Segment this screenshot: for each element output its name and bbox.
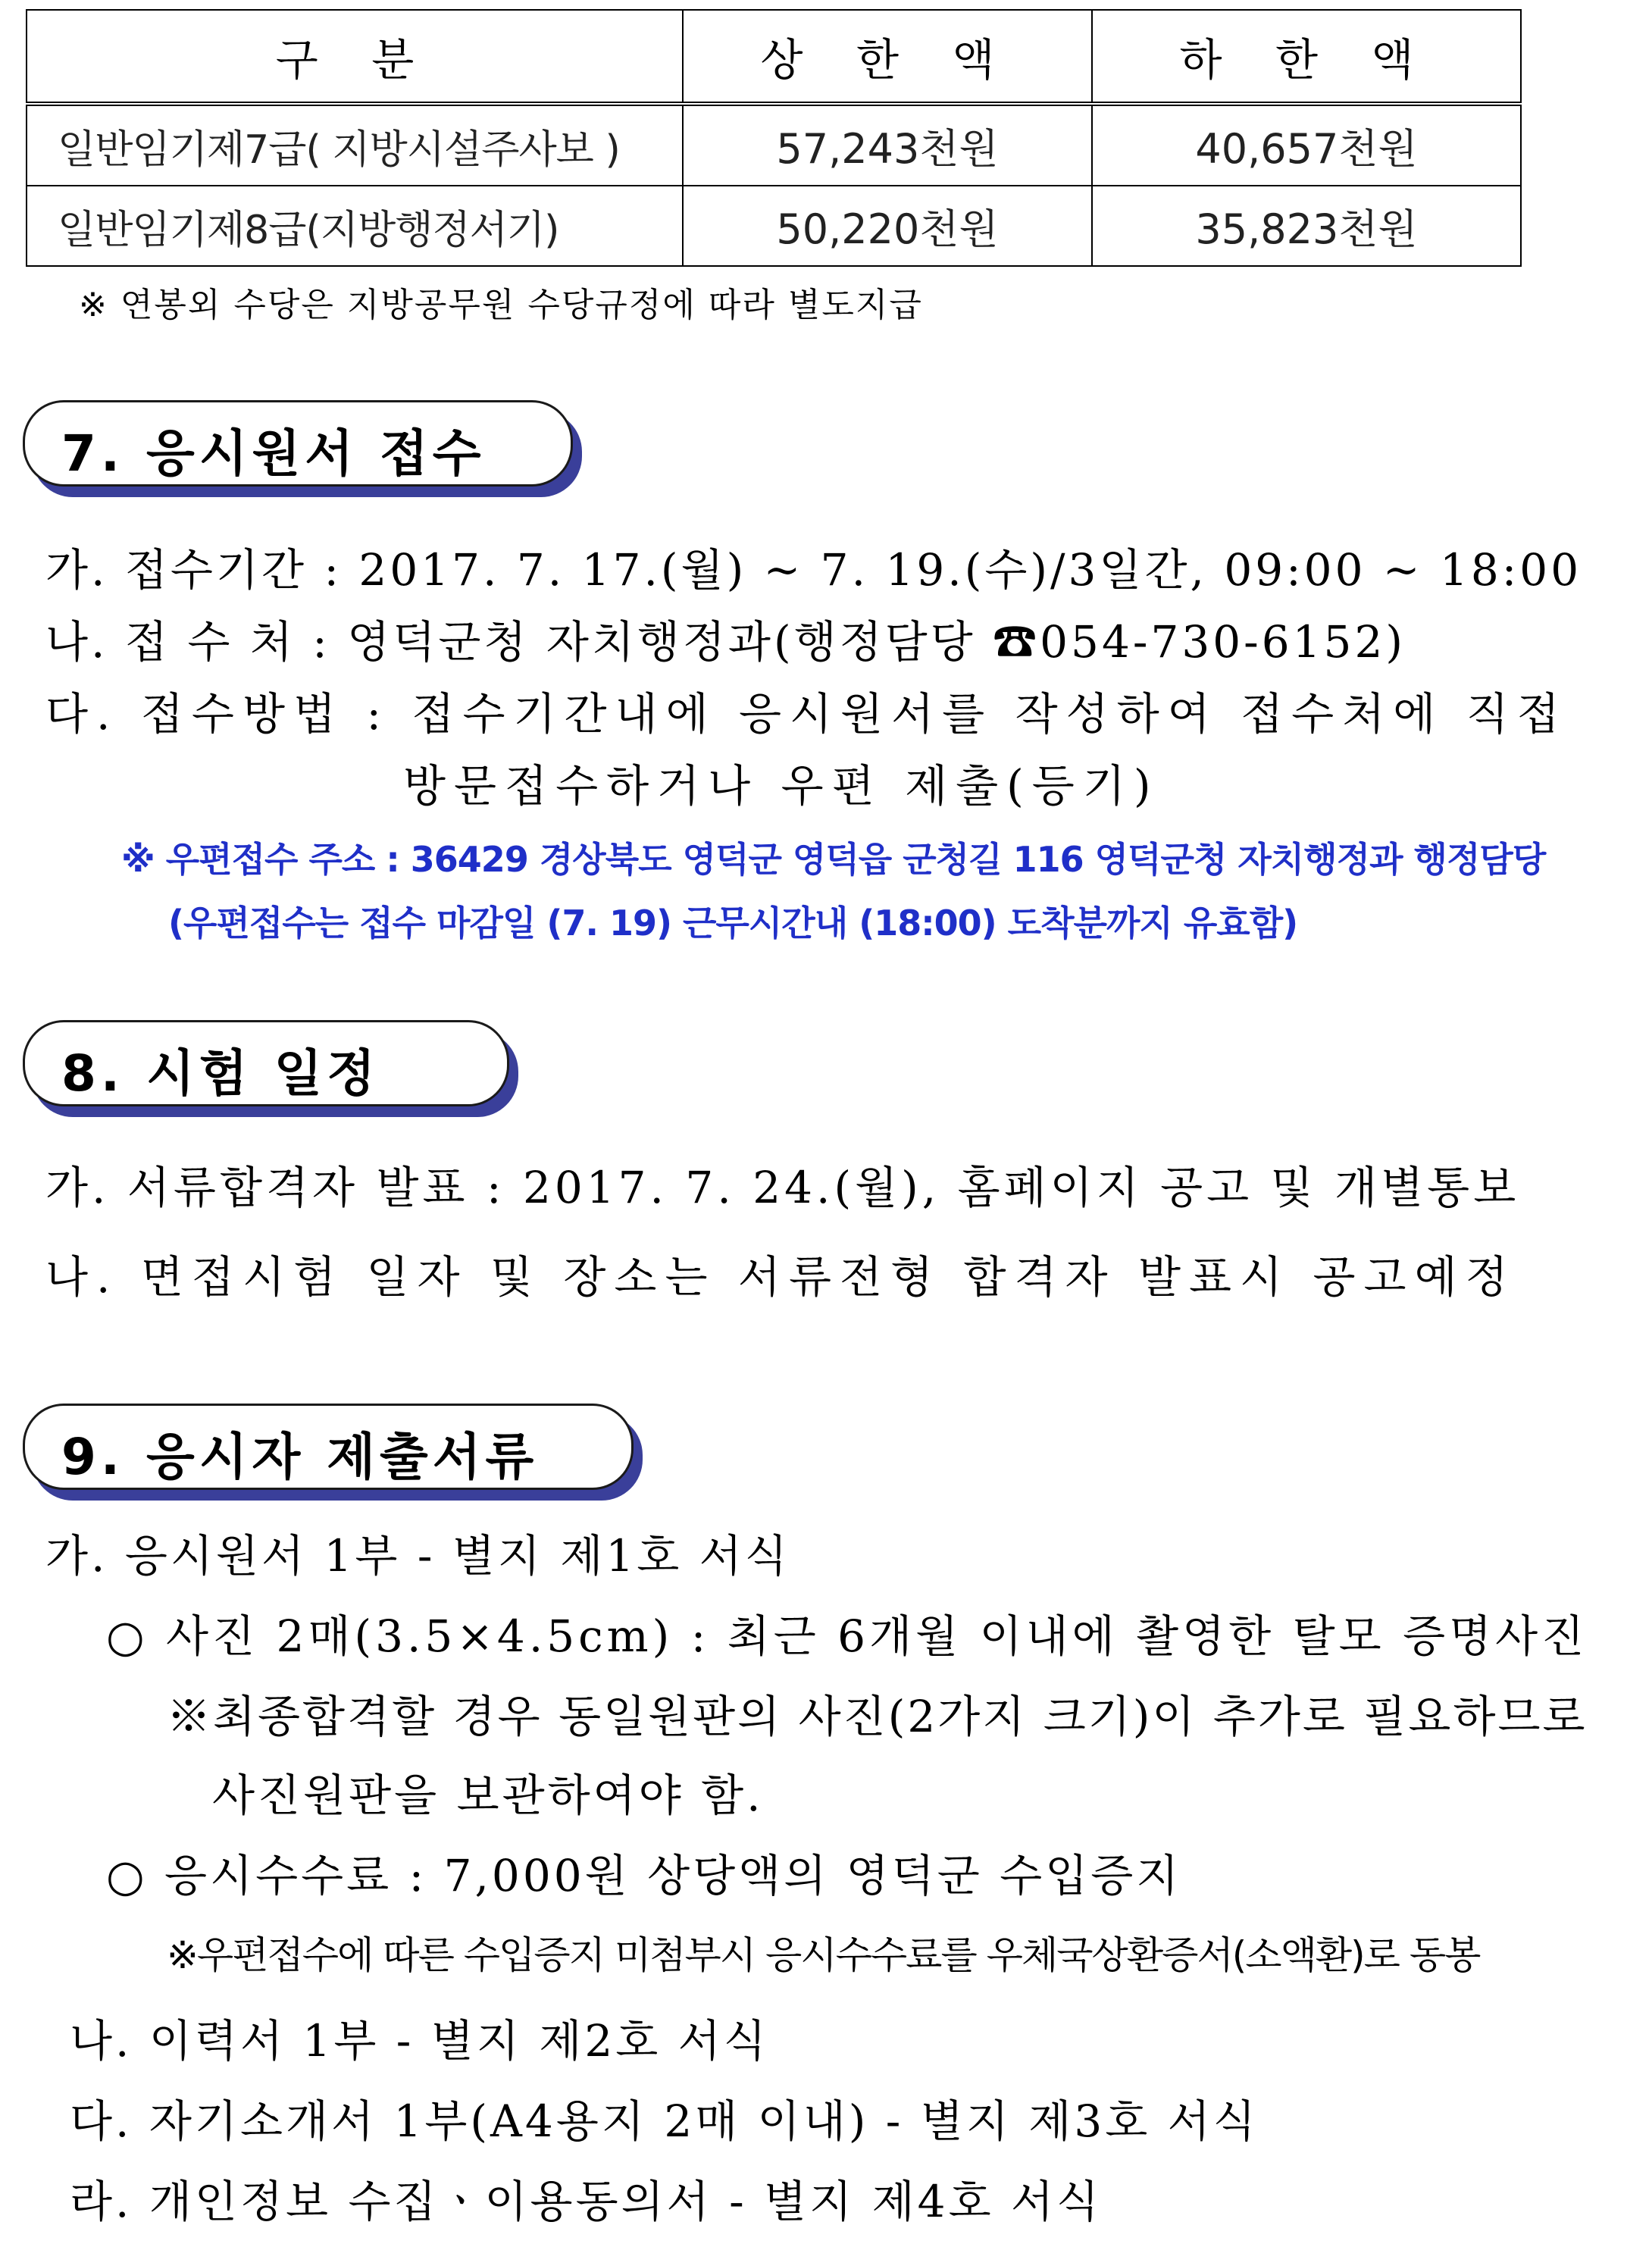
document-result-announcement: 가. 서류합격자 발표 : 2017. 7. 24.(월), 홈페이지 공고 및 개별통보 (45, 1162, 1520, 1213)
photo-note-cont: 사진원판을 보관하여야 함. (212, 1770, 764, 1821)
application-period: 가. 접수기간 : 2017. 7. 17.(월) ~ 7. 19.(수)/3일간, 09:00 ~ 18:00 (45, 544, 1582, 596)
doc-photo: ○ 사진 2매(3.5×4.5cm) : 최근 6개월 이내에 촬영한 탈모 증명사진 (106, 1610, 1588, 1662)
lower-limit-cell: 35,823천원 (1092, 186, 1521, 266)
table-row (27, 104, 1521, 186)
application-method: 다. 접수방법 : 접수기간내에 응시원서를 작성하여 접수처에 직접 (45, 688, 1568, 740)
lower-limit-cell: 40,657천원 (1092, 104, 1521, 186)
mail-address-note: ※ 우편접수 주소 : 36429 경상북도 영덕군 영덕읍 군청길 116 영덕군청 자치행정과 행정담당 (121, 839, 1546, 880)
doc-self-introduction: 다. 자기소개서 1부(A4용지 2매 이내) - 별지 제3호 서식 (70, 2095, 1259, 2147)
allowance-note: ※ 연봉외 수당은 지방공무원 수당규정에 따라 별도지급 (79, 286, 923, 324)
application-place: 나. 접 수 처 : 영덕군청 자치행정과(행정담당 ☎054-730-6152) (45, 616, 1406, 668)
upper-limit-cell: 50,220천원 (683, 186, 1092, 266)
section-7-header (23, 400, 573, 487)
photo-note: ※최종합격할 경우 동일원판의 사진(2가지 크기)이 추가로 필요하므로 (167, 1691, 1588, 1742)
grade-cell: 일반임기제8급(지방행정서기) (27, 186, 683, 266)
table-row (27, 186, 1521, 266)
interview-schedule: 나. 면접시험 일자 및 장소는 서류전형 합격자 발표시 공고예정 (45, 1251, 1516, 1303)
doc-application-fee: ○ 응시수수료 : 7,000원 상당액의 영덕군 수입증지 (106, 1850, 1182, 1901)
salary-table-header (27, 10, 1521, 104)
section-9-header (23, 1404, 634, 1490)
doc-application-form: 가. 응시원서 1부 - 별지 제1호 서식 (45, 1530, 790, 1582)
section-7-title: 7. 응시원서 접수 (61, 424, 486, 483)
application-method-cont: 방문접수하거나 우편 제출(등기) (403, 760, 1159, 812)
header-upper-limit: 상 한 액 (683, 10, 1092, 104)
doc-privacy-consent: 라. 개인정보 수집ㆍ이용동의서 - 별지 제4호 서식 (70, 2176, 1103, 2227)
grade-cell: 일반임기제7급( 지방시설주사보 ) (27, 104, 683, 186)
section-8-title: 8. 시험 일정 (61, 1044, 380, 1103)
section-9-title: 9. 응시자 제출서류 (61, 1428, 539, 1486)
mail-deadline-note: (우편접수는 접수 마감일 (7. 19) 근무시간내 (18:00) 도착분까지 유효함) (168, 903, 1298, 944)
header-lower-limit: 하 한 액 (1092, 10, 1521, 104)
header-category: 구 분 (27, 10, 683, 104)
salary-table (26, 9, 1522, 267)
doc-resume: 나. 이력서 1부 - 별지 제2호 서식 (70, 2015, 769, 2067)
fee-note: ※우편접수에 따른 수입증지 미첨부시 응시수수료를 우체국상환증서(소액환)로 동봉 (167, 1933, 1480, 1977)
upper-limit-cell: 57,243천원 (683, 104, 1092, 186)
section-8-header (23, 1020, 509, 1106)
